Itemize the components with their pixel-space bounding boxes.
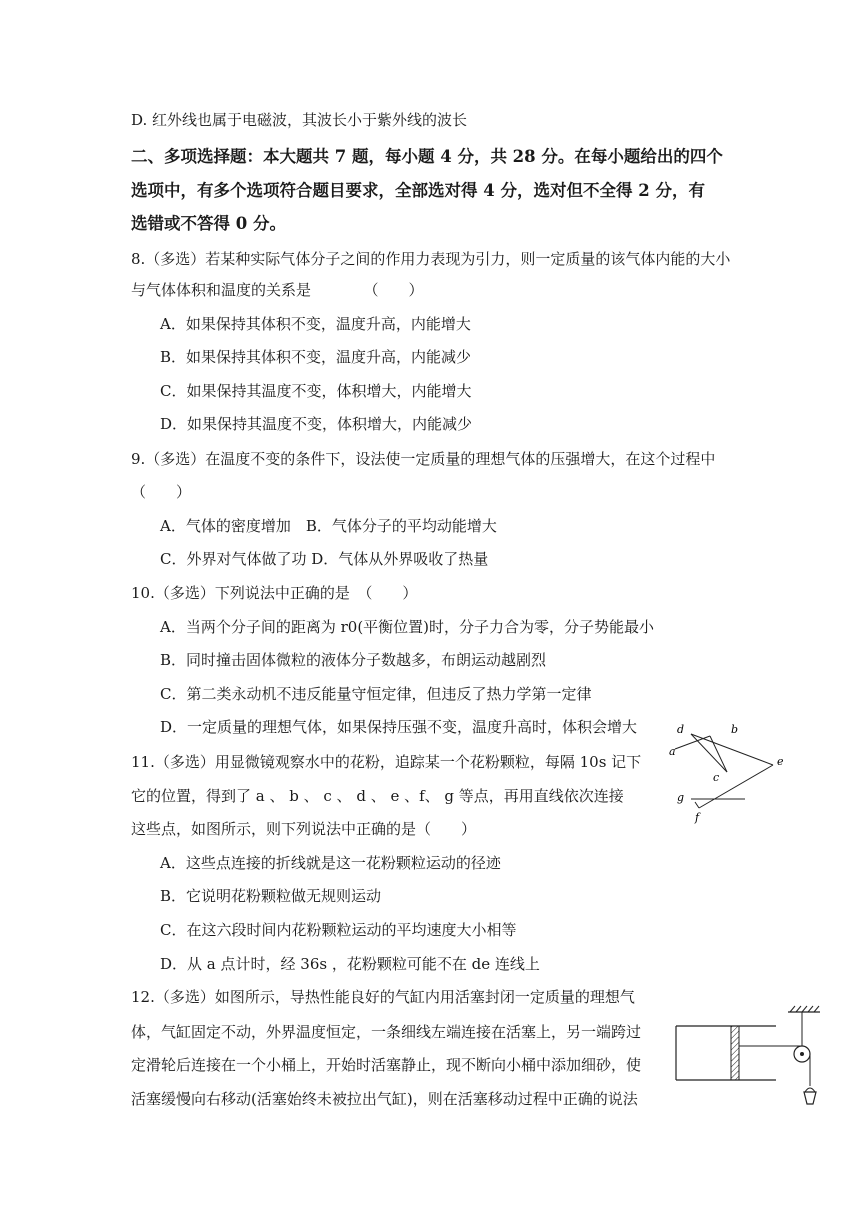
section-heading-line3: 选错或不答得 0 分。 [131,214,286,233]
section-heading-line2: 选项中，有多个选项符合题目要求，全部选对得 4 分，选对但不全得 2 分，有 [131,181,705,200]
point-g-label: g [677,791,685,804]
q12-stem-line1: 12.（多选）如图所示，导热性能良好的气缸内用活塞封闭一定质量的理想气 [131,988,635,1006]
q8-stem-line2: 与气体体积和温度的关系是 （ ） [131,281,424,299]
point-d-label: d [677,723,685,736]
section-heading-line1: 二、多项选择题：本大题共 7 题，每小题 4 分，共 28 分。在每小题给出的四个 [131,147,723,166]
q9-options-cd: C．外界对气体做了功 D．气体从外界吸收了热量 [160,550,489,568]
q10-stem: 10.（多选）下列说法中正确的是 （ ） [131,584,418,602]
q8-option-a: A．如果保持其体积不变，温度升高，内能增大 [160,315,471,333]
q8-option-b: B．如果保持其体积不变，温度升高，内能减少 [160,348,472,366]
q8-stem-line1: 8.（多选）若某种实际气体分子之间的作用力表现为引力，则一定质量的该气体内能的大小 [131,250,731,268]
cylinder-pulley-figure [672,990,840,1120]
q12-stem-line3: 定滑轮后连接在一个小桶上，开始时活塞静止，现不断向小桶中添加细砂，使 [131,1056,642,1074]
q10-option-c: C．第二类永动机不违反能量守恒定律，但违反了热力学第一定律 [160,685,592,703]
q8-option-c: C．如果保持其温度不变，体积增大，内能增大 [160,382,472,400]
q11-stem-line3: 这些点，如图所示，则下列说法中正确的是（ ） [131,820,477,838]
brownian-path-figure [665,718,795,828]
q11-option-b: B．它说明花粉颗粒做无规则运动 [160,887,382,905]
point-b-label: b [731,723,739,736]
q11-stem-line2: 它的位置，得到了 a 、 b 、 c 、 d 、 e 、f、 g 等点，再用直线依次连接 [131,787,624,805]
q11-stem-line1: 11.（多选）用显微镜观察水中的花粉，追踪某一个花粉颗粒，每隔 10s 记下 [131,753,642,771]
q11-option-a: A．这些点连接的折线就是这一花粉颗粒运动的径迹 [160,854,501,872]
q10-option-d: D．一定质量的理想气体，如果保持压强不变，温度升高时，体积会增大 [160,718,638,736]
q9-stem-line1: 9.（多选）在温度不变的条件下，设法使一定质量的理想气体的压强增大，在这个过程中 [131,450,716,468]
q12-stem-line2: 体，气缸固定不动，外界温度恒定，一条细线左端连接在活塞上，另一端跨过 [131,1023,642,1041]
q11-option-c: C．在这六段时间内花粉颗粒运动的平均速度大小相等 [160,921,517,939]
q10-option-a: A．当两个分子间的距离为 r0(平衡位置)时，分子力合为零，分子势能最小 [160,618,655,636]
q10-option-b: B．同时撞击固体微粒的液体分子数越多，布朗运动越剧烈 [160,651,547,669]
point-c-label: c [713,771,720,784]
point-a-label: a [669,745,676,758]
q11-option-d: D．从 a 点计时，经 36s ，花粉颗粒可能不在 de 连线上 [160,955,540,973]
point-e-label: e [777,755,784,768]
q9-options-ab: A．气体的密度增加 B．气体分子的平均动能增大 [160,517,497,535]
q12-stem-line4: 活塞缓慢向右移动(活塞始终未被拉出气缸)，则在活塞移动过程中正确的说法 [131,1090,638,1108]
q8-option-d: D．如果保持其温度不变，体积增大，内能减少 [160,415,473,433]
point-f-label: f [695,811,700,824]
option-d-q7: D. 红外线也属于电磁波，其波长小于紫外线的波长 [131,111,468,129]
q9-stem-line2: （ ） [131,483,192,501]
